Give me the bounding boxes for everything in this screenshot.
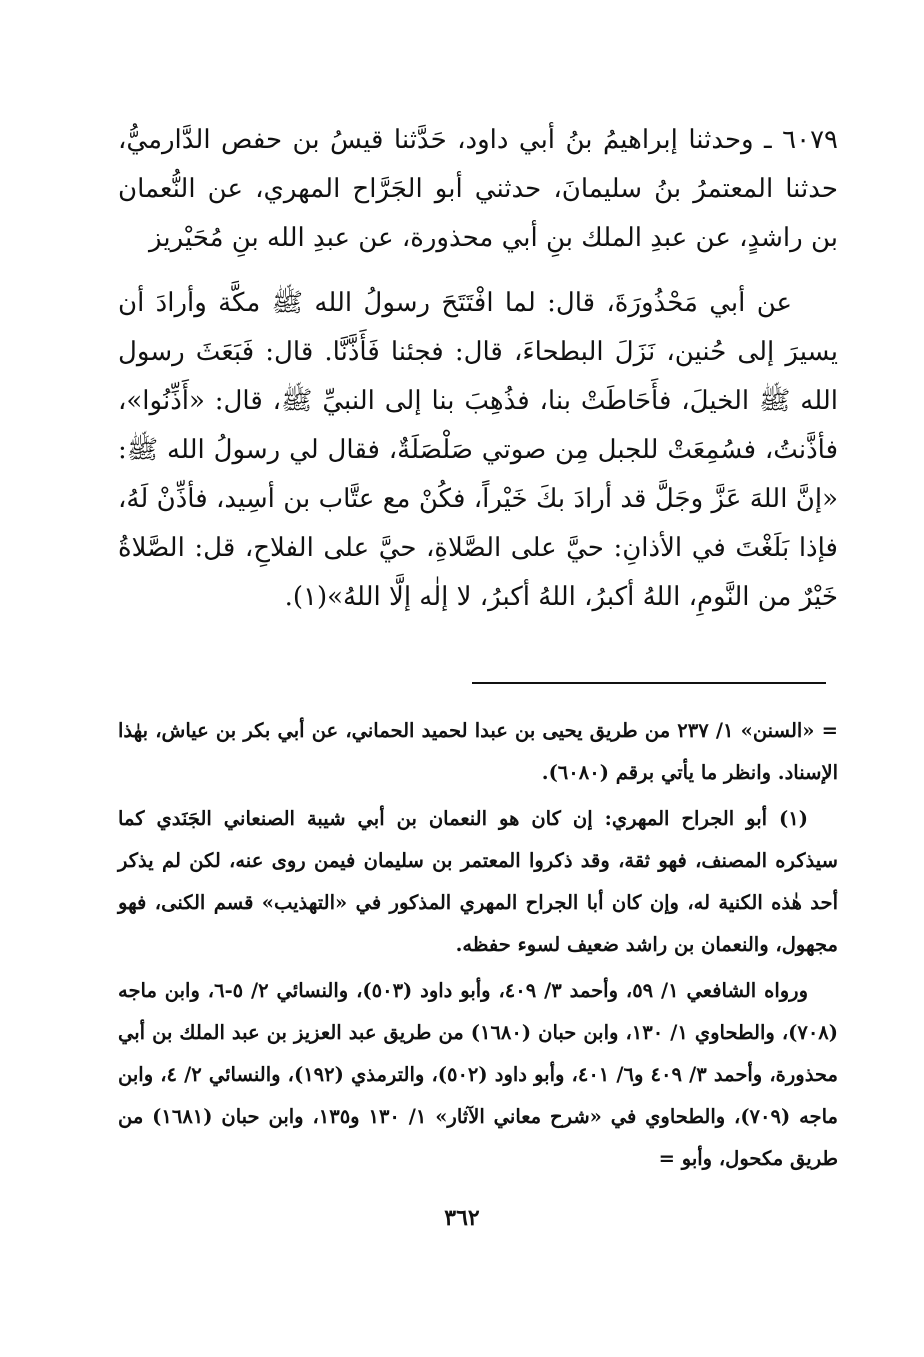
footnote-1: (١) أبو الجراح المهري: إن كان هو النعمان بن أبي شيبة الصنعاني الجَنَدي كما سيذكره المصنف، فهو ثقة، وقد ذكروا المعتمر بن سليمان فيمن روى عنه، لكن لم يذكر أحد هٰذه الكنية له، وإن كان أبا الجراح المهري المذكور في «التهذيب» قسم الكنى، فهو مجهول، والنعمان بن راشد ضعيف لسوء حفظه. <box>118 807 838 956</box>
footnotes-section <box>118 710 838 1184</box>
hadith-matn: عن أبي مَحْذُورَةَ، قال: لما افْتَتَحَ رسولُ الله ﷺ مكَّة وأرادَ أن يسيرَ إلى حُنين، نَزَلَ البطحاءَ، قال: فجئنا فَأَذَّنَّا. قال: فَبَعَثَ رسول الله ﷺ الخيلَ، فأَحَاطَتْ بنا، فذُهِبَ بنا إلى النبيِّ ﷺ، قال: «أَذِّنُوا»، فأذَّنتُ، فسُمِعَتْ للجبل مِن صوتي صَلْصَلَةٌ، فقال لي رسولُ الله ﷺ: «إنَّ اللهَ عَزَّ وجَلَّ قد أرادَ بكَ خَيْراً، فكُنْ مع عتَّاب بن أسِيد، فأذِّنْ لَهُ، فإذا بَلَغْتَ في الأذانِ: حيَّ على الصَّلاةِ، حيَّ على الفلاحِ، قل: الصَّلاةُ خَيْرٌ من النَّومِ، اللهُ أكبرُ، اللهُ أكبرُ، لا إلٰه إلَّا اللهُ»(١). <box>118 288 838 612</box>
footnote-continuation: = «السنن» ١/ ٢٣٧ من طريق يحيى بن عبدا لحميد الحماني، عن أبي بكر بن عياش، بهٰذا الإسناد. وانظر ما يأتي برقم (٦٠٨٠). <box>118 719 838 784</box>
footnote-divider <box>472 682 826 684</box>
page-number: ٣٦٢ <box>444 1205 480 1231</box>
footnote-1-continued: ورواه الشافعي ١/ ٥٩، وأحمد ٣/ ٤٠٩، وأبو داود (٥٠٣)، والنسائي ٢/ ٥-٦، وابن ماجه (٧٠٨)، والطحاوي ١/ ١٣٠، وابن حبان (١٦٨٠) من طريق عبد العزيز بن عبد الملك بن أبي محذورة، وأحمد ٣/ ٤٠٩ و٦/ ٤٠١، وأبو داود (٥٠٢)، والترمذي (١٩٢)، والنسائي ٢/ ٤، وابن ماجه (٧٠٩)، والطحاوي في «شرح معاني الآثار» ١/ ١٣٠ و١٣٥، وابن حبان (١٦٨١) من طريق مكحول، وأبو = <box>118 979 838 1170</box>
page-body <box>118 116 838 622</box>
hadith-isnad: ٦٠٧٩ ـ وحدثنا إبراهيمُ بنُ أبي داود، حَدَّثنا قيسُ بن حفص الدَّارميُّ، حدثنا المعتمرُ بنُ سليمانَ، حدثني أبو الجَرَّاح المهري، عن النُّعمان بن راشدٍ، عن عبدِ الملك بنِ أبي محذورة، عن عبدِ الله بنِ مُحَيْريز <box>118 125 838 253</box>
hadith-text <box>118 116 838 622</box>
